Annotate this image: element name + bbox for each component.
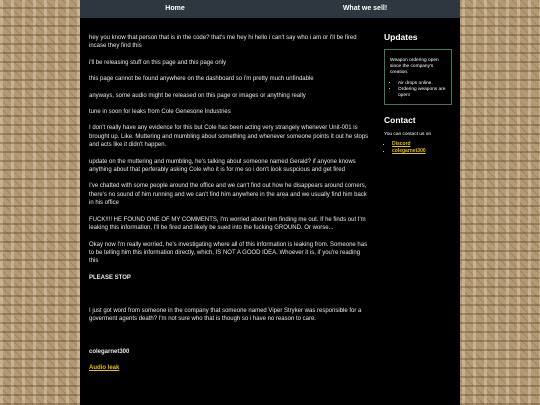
post-paragraph: i'll be releasing stuff on this page and this page only: [89, 59, 227, 66]
post-paragraph: I don't really have any evidence for this but Cole has been acting very strangely whenever Unit-001 is brought up. Like. Muttering and mumbling about something and whenever someone points it out he stops and acts like it didn't happen.: [89, 125, 369, 149]
post-paragraph: Okay now I'm really worried, he's investigating where all of this information is leaking from. Someone has to be telling him this information directly, which, IS NOT A GOOD IDEA. Whoever it is, if you're reading this: [89, 241, 368, 265]
contact-item: [392, 141, 452, 148]
updates-intro: Weapon ordering open since the company's creation.: [390, 58, 439, 76]
updates-item: • Air drops online.: [398, 81, 446, 87]
audio-leak-row: [89, 364, 371, 372]
post-paragraph: this page cannot be found anywhere on the dashboard so i'm pretty much unfindable: [89, 76, 314, 83]
contact-text: You can contact us on: [384, 132, 432, 138]
post-paragraph: I just got word from someone in the company that someone named Viper Stryker was responsible for a goverment agents death? I'm not sure who that is though so i have no reason to care.: [89, 307, 362, 322]
post-paragraph: hey you know that person that is in the code? that's me hey hi hello i can't say who i am or i'll be fired incase they find this: [89, 35, 357, 50]
post-plea: PLEASE STOP: [89, 274, 131, 281]
contact-heading: Contact: [384, 115, 416, 126]
post-spacer: [89, 290, 371, 298]
contact-list: [384, 141, 452, 155]
post-signature: colegarnet300: [89, 348, 130, 355]
main-column: [89, 34, 371, 381]
post-paragraph: update on the muttering and mumbling, he's talking about someone named Gerald? if anyone knows anything about that perferably asking Cole who it is for me so i don't look suspcious and get fired: [89, 158, 356, 174]
updates-item: • Ordering weapons are open!: [398, 87, 446, 99]
audio-leak-link[interactable]: Audio leak: [89, 365, 120, 372]
content-panel: [80, 18, 460, 405]
sidebar: [384, 32, 452, 155]
updates-list: [390, 81, 446, 100]
post-paragraph: FUCK!!!! HE FOUND ONE OF MY COMMENTS, I'm worried about him finding me out. If he finds out I'm leaking this information, I'll be fired and likely be sued into the fucking GROUND. Or worse...: [89, 216, 366, 232]
discord-link[interactable]: Discord: [392, 141, 411, 148]
nav-home-link[interactable]: Home: [165, 5, 185, 12]
updates-heading: Updates: [384, 32, 418, 42]
top-nav: [80, 0, 460, 18]
updates-box: [384, 49, 452, 105]
post-paragraph: anyways, some audio might be released on this page or images or anything really: [89, 92, 306, 99]
post-spacer: [89, 331, 371, 339]
nav-what-we-sell-link[interactable]: What we sell!: [342, 5, 388, 12]
post-paragraph: I've chatted with some people around the office and we can't find out how he disappears around corners, there's no sound of him running and we can't find him anywhere in the area and we usually find him back in his office: [89, 183, 367, 207]
colegarnet300-link[interactable]: colegarnet300: [392, 148, 426, 155]
contact-item: [392, 148, 452, 155]
post-paragraph: tune in soon for leaks from Cole Genesone Industries: [89, 109, 231, 116]
